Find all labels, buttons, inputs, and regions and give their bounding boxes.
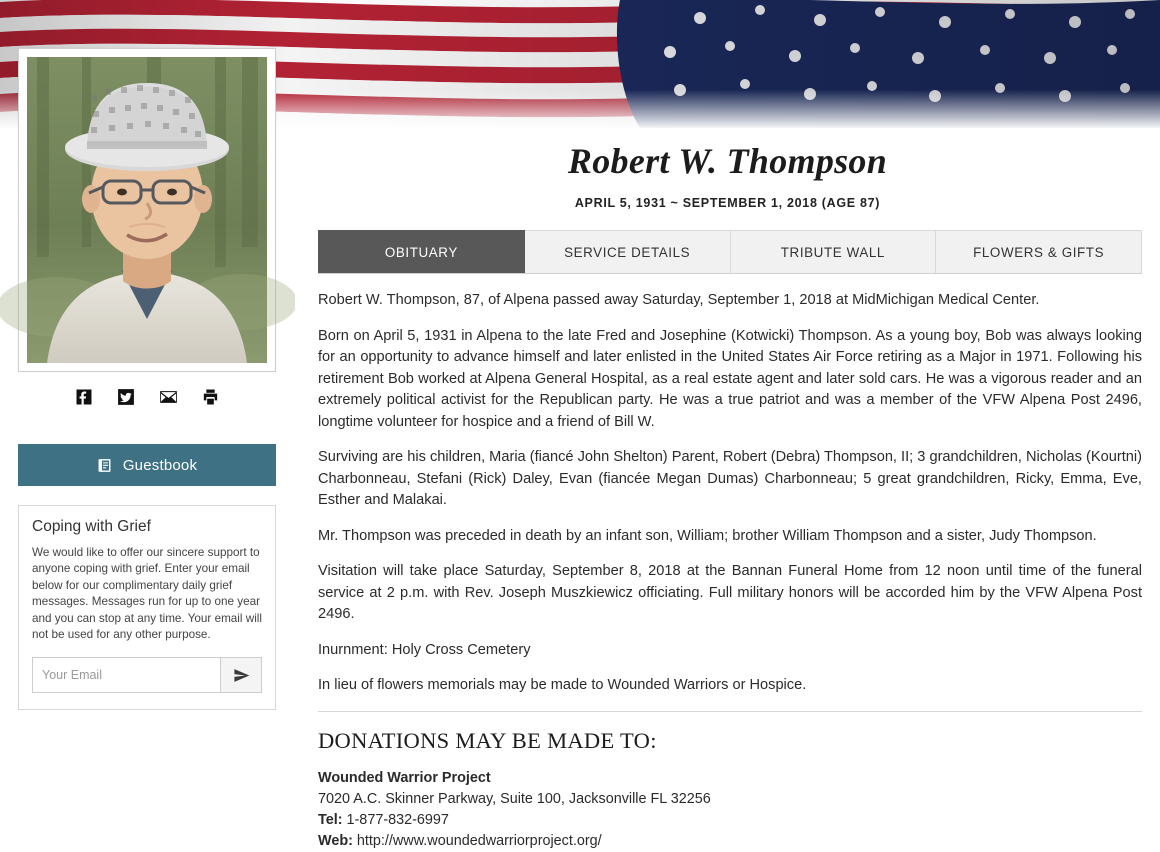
obituary-paragraph: Mr. Thompson was preceded in death by an infant son, William; brother William Thompson and a sister, Judy Thompson. bbox=[318, 527, 1097, 544]
donations-heading: DONATIONS MAY BE MADE TO: bbox=[318, 727, 657, 753]
tab-obituary[interactable]: OBITUARY bbox=[318, 230, 525, 273]
grief-email-form bbox=[32, 657, 262, 693]
donation-address: 7020 A.C. Skinner Parkway, Suite 100, Jacksonville FL 32256 bbox=[318, 790, 711, 807]
main-content bbox=[295, 128, 1160, 849]
coping-with-grief-panel bbox=[18, 505, 276, 710]
portrait-frame bbox=[18, 48, 276, 372]
obituary-paragraph: Surviving are his children, Maria (fiancé John Shelton) Parent, Robert (Debra) Thompson, II; 3 grandchildren, Nicholas (Kourtni) Charbonneau, Stefani (Rick) Daley, Evan (fiancée Megan Dumas) Charbonneau; 5 great grandchildren, Ricky, Emma, Eve, Esther and Malakai. bbox=[318, 449, 1142, 508]
tab-bar bbox=[318, 230, 1142, 274]
print-icon[interactable] bbox=[199, 386, 221, 408]
email-icon[interactable] bbox=[157, 386, 179, 408]
donation-tel bbox=[318, 810, 1142, 831]
tab-flowers-gifts[interactable]: FLOWERS & GIFTS bbox=[936, 230, 1142, 273]
donation-org-name: Wounded Warrior Project bbox=[318, 769, 491, 786]
send-icon bbox=[233, 667, 250, 684]
obituary-paragraph: Visitation will take place Saturday, September 8, 2018 at the Bannan Funeral Home from 12 noon until time of the funeral service at 2 p.m. with Rev. Joseph Muszkiewicz officiating. Full military honors will be accorded him by the VFW Alpena Post 2496. bbox=[318, 563, 1142, 622]
email-submit-button[interactable] bbox=[220, 657, 262, 693]
grief-panel-title: Coping with Grief bbox=[32, 518, 151, 535]
page-title: Robert W. Thompson bbox=[567, 141, 888, 181]
avatar bbox=[27, 57, 267, 363]
sidebar bbox=[0, 0, 295, 831]
obituary-paragraph: In lieu of flowers memorials may be made to Wounded Warriors or Hospice. bbox=[318, 677, 807, 693]
facebook-icon[interactable] bbox=[73, 386, 95, 408]
donation-tel-label: Tel: bbox=[318, 811, 343, 828]
guestbook-label: Guestbook bbox=[122, 456, 198, 474]
obituary-paragraph: Inurnment: Holy Cross Cemetery bbox=[318, 641, 531, 658]
obituary-paragraph: Robert W. Thompson, 87, of Alpena passed away Saturday, September 1, 2018 at MidMichigan Medical Center. bbox=[318, 292, 1040, 308]
obituary-paragraph: Born on April 5, 1931 in Alpena to the late Fred and Josephine (Kotwicki) Thompson. As a young boy, Bob was always looking for an opportunity to advance himself and later enlisted in the United States Air Force retiring as a Major in 1971. Following his retirement Bob worked at Alpena General Hospital, as a real estate agent and later sold cars. He was a vigorous reader and an extremely political activist for the Republican party. He was a true patriot and was a member of the VFW Alpena Post 2496, longtime volunteer for hospice and a friend of Bill W. bbox=[318, 327, 1142, 430]
donation-web-value[interactable]: http://www.woundedwarriorproject.org/ bbox=[356, 832, 602, 849]
guestbook-button[interactable] bbox=[18, 444, 276, 486]
donation-web bbox=[318, 831, 1142, 852]
life-dates: APRIL 5, 1931 ~ SEPTEMBER 1, 2018 (AGE 87) bbox=[574, 196, 881, 210]
donation-org bbox=[318, 768, 1142, 789]
tab-tribute-wall[interactable]: TRIBUTE WALL bbox=[731, 230, 937, 273]
section-divider bbox=[318, 711, 1142, 712]
book-icon bbox=[97, 457, 114, 474]
grief-panel-text: We would like to offer our sincere support to anyone coping with grief. Enter your email below for our complimentary daily grief messages. Messages run for up to one year and you can stop at any time. Your email will not be used for any other purpose. bbox=[32, 546, 262, 642]
obituary-text bbox=[318, 274, 1142, 852]
donation-tel-value: 1-877-832-6997 bbox=[346, 811, 449, 828]
donation-web-label: Web: bbox=[318, 832, 353, 849]
twitter-icon[interactable] bbox=[115, 386, 137, 408]
social-share-row bbox=[18, 386, 276, 408]
email-input[interactable] bbox=[32, 657, 220, 693]
tab-service-details[interactable]: SERVICE DETAILS bbox=[525, 230, 731, 273]
